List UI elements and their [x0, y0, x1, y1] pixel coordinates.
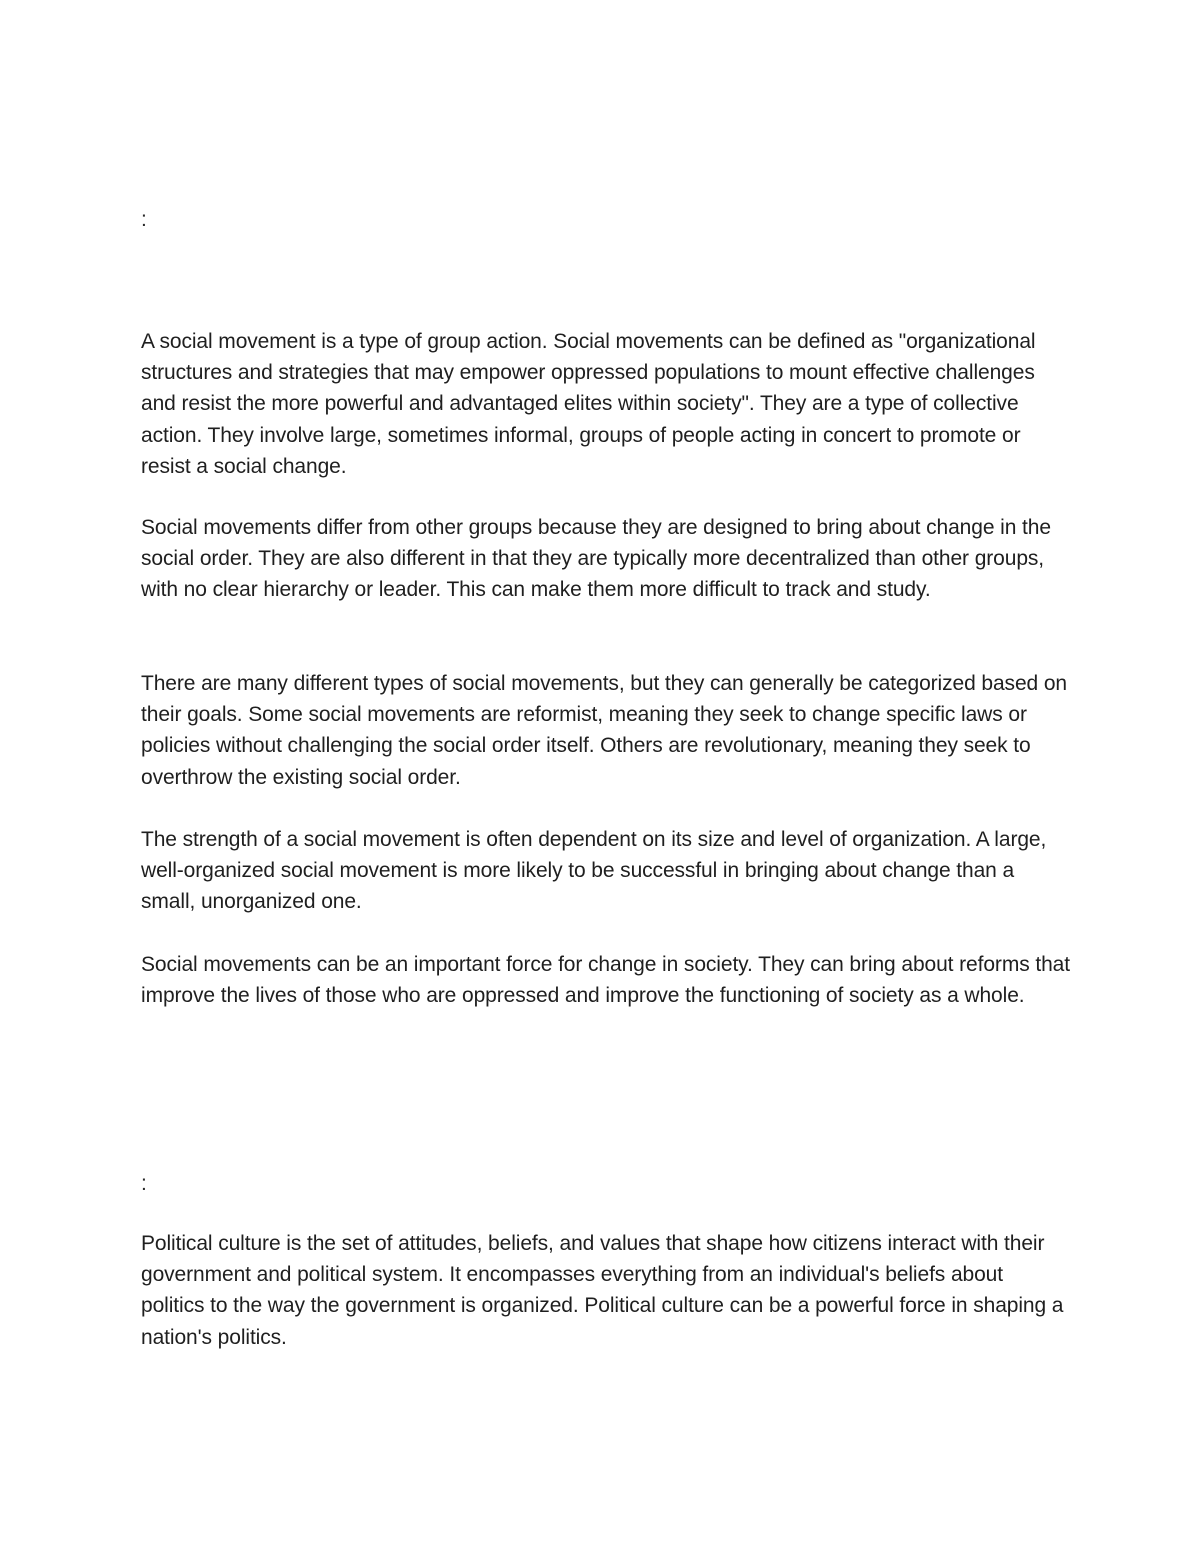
paragraph-social-movement-differences: Social movements differ from other groups because they are designed to bring about change in the social order. They are also different in that they are typically more decentralized than other groups, with no clear hierarchy or leader. This can make them more difficult to track and study. — [141, 516, 1051, 602]
paragraph-social-movement-definition: A social movement is a type of group action. Social movements can be defined as "organizational structures and strategies that may empower oppressed populations to mount effective challenges and resist the more powerful and advantaged elites within society". They are a type of collective action. They involve large, sometimes informal, groups of people acting in concert to promote or resist a social change. — [141, 330, 1036, 478]
section-marker-2: : — [141, 1172, 147, 1195]
paragraph-social-movement-strength: The strength of a social movement is often dependent on its size and level of organization. A large, well-organized social movement is more likely to be successful in bringing about change than a small, unorganized one. — [141, 828, 1047, 914]
paragraph-social-movement-types: There are many different types of social movements, but they can generally be categorized based on their goals. Some social movements are reformist, meaning they seek to change specific laws or policies without challenging the social order itself. Others are revolutionary, meaning they seek to overthrow the existing social order. — [141, 672, 1068, 789]
paragraph-political-culture: Political culture is the set of attitudes, beliefs, and values that shape how citizens interact with their government and political system. It encompasses everything from an individual's beliefs about politics to the way the government is organized. Political culture can be a powerful force in shaping a nation's politics. — [141, 1232, 1064, 1349]
paragraph-social-movement-importance: Social movements can be an important force for change in society. They can bring about reforms that improve the lives of those who are oppressed and improve the functioning of society as a whole. — [141, 953, 1070, 1008]
section-marker-1: : — [141, 208, 147, 231]
